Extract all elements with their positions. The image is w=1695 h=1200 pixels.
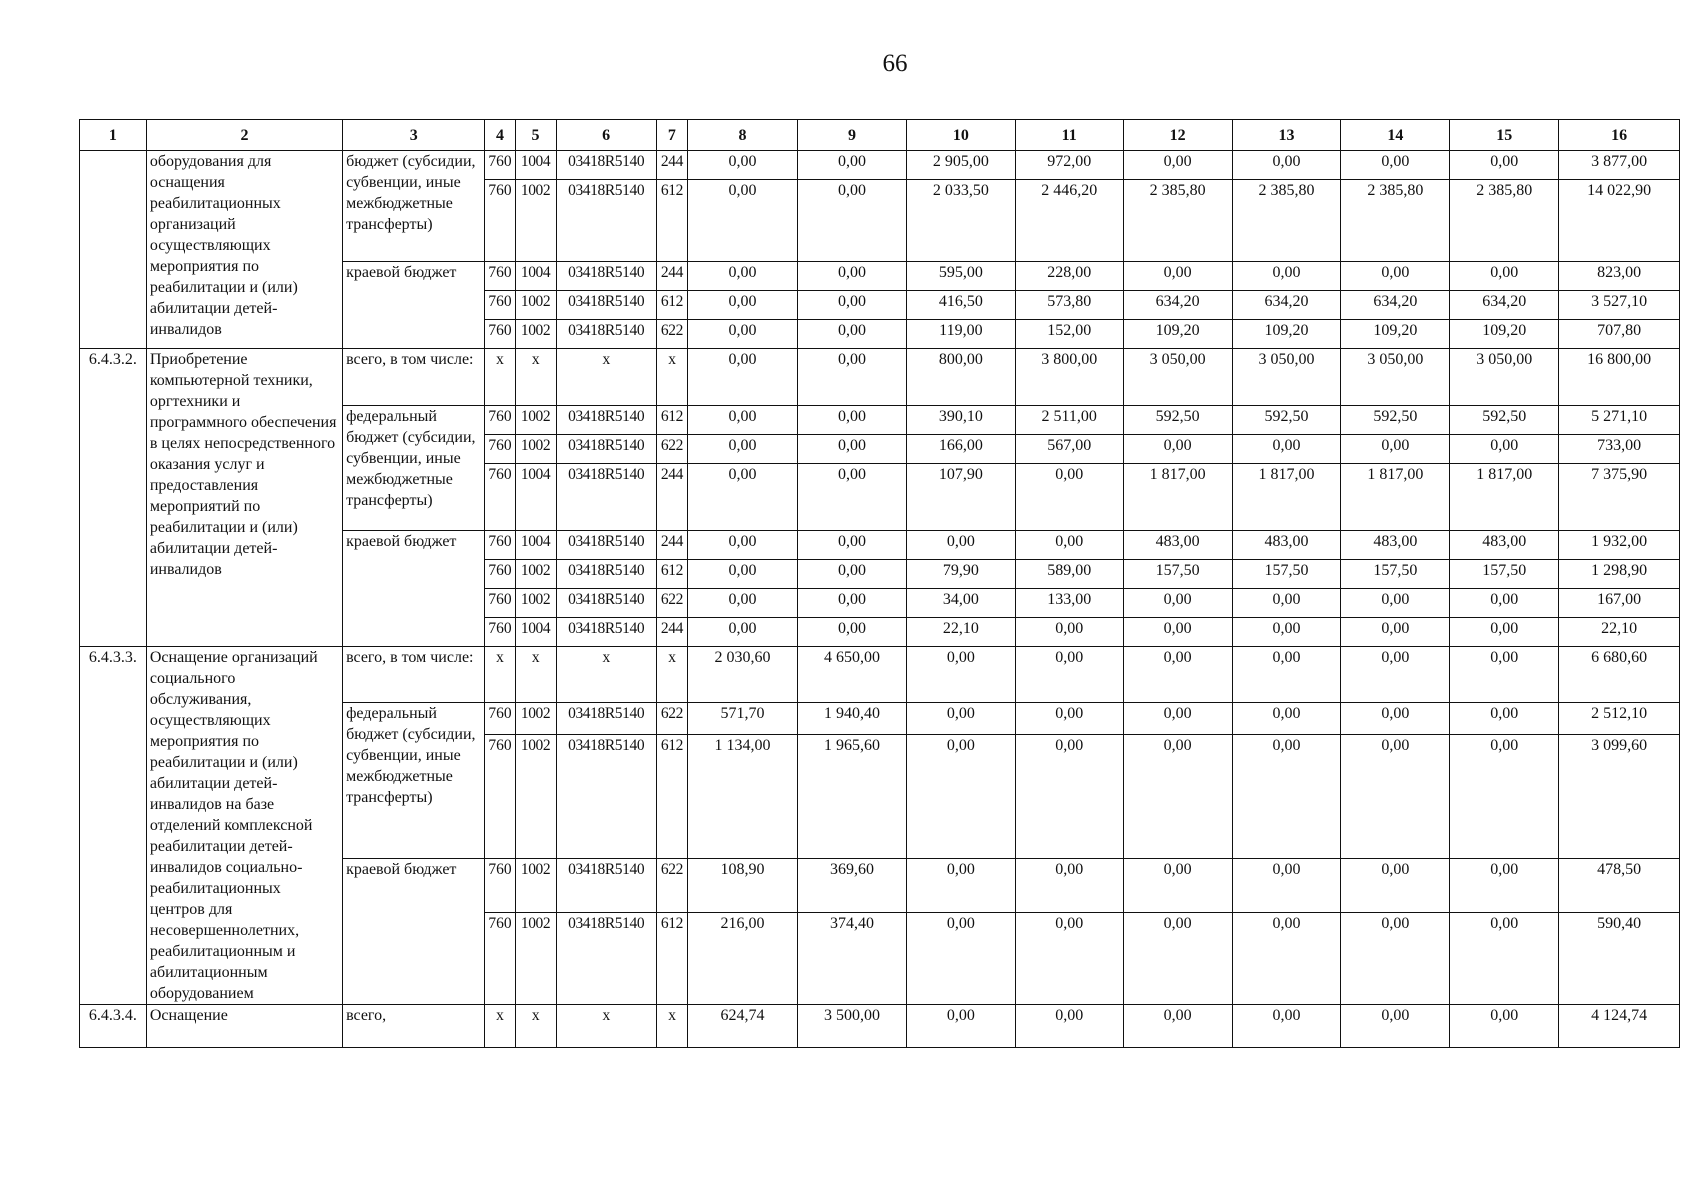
cell: 3 800,00	[1015, 349, 1123, 406]
cell: 0,00	[1450, 858, 1559, 913]
cell: 3 099,60	[1559, 734, 1680, 858]
cell: 0,00	[688, 291, 798, 320]
cell: 0,00	[1232, 858, 1341, 913]
cell: 167,00	[1559, 589, 1680, 618]
item-name: Оснащение	[146, 1005, 342, 1048]
cell: 0,00	[1123, 1005, 1232, 1048]
cell: 1002	[515, 291, 556, 320]
cell: 0,00	[798, 291, 907, 320]
cell: 612	[656, 406, 687, 435]
cell: 483,00	[1123, 531, 1232, 560]
cell: 0,00	[688, 464, 798, 531]
column-header: 8	[688, 120, 798, 151]
cell: 109,20	[1341, 320, 1450, 349]
cell: 0,00	[798, 262, 907, 291]
cell: 1004	[515, 531, 556, 560]
cell: 0,00	[688, 435, 798, 464]
cell: 1002	[515, 913, 556, 1005]
cell: 109,20	[1232, 320, 1341, 349]
item-name: Оснащение организаций социального обслуживания, осуществляющих мероприятия по реабилитации и (или) абилитации детей-инвалидов на базе отделений комплексной реабилитации детей-инвалидов социально-реабилитационных центров для несовершеннолетних, реабилитационным и абилитационным оборудованием	[146, 647, 342, 1005]
cell: 03418R5140	[556, 464, 656, 531]
cell: х	[515, 647, 556, 703]
cell: 573,80	[1015, 291, 1123, 320]
cell: 03418R5140	[556, 180, 656, 262]
cell: 760	[485, 435, 515, 464]
cell: 483,00	[1450, 531, 1559, 560]
cell: 157,50	[1341, 560, 1450, 589]
cell: 03418R5140	[556, 406, 656, 435]
cell: 157,50	[1450, 560, 1559, 589]
cell: х	[485, 647, 515, 703]
cell: 0,00	[1450, 703, 1559, 735]
cell: 624,74	[688, 1005, 798, 1048]
cell: 03418R5140	[556, 589, 656, 618]
cell: 216,00	[688, 913, 798, 1005]
cell: 34,00	[906, 589, 1015, 618]
column-header: 14	[1341, 120, 1450, 151]
cell: х	[515, 349, 556, 406]
budget-table	[79, 119, 1680, 1048]
cell: 1 134,00	[688, 734, 798, 858]
cell: 760	[485, 531, 515, 560]
cell: 4 650,00	[798, 647, 907, 703]
cell: 0,00	[1341, 1005, 1450, 1048]
cell: 1002	[515, 858, 556, 913]
cell: 3 050,00	[1123, 349, 1232, 406]
cell: х	[556, 349, 656, 406]
cell: 03418R5140	[556, 560, 656, 589]
cell: 0,00	[1341, 913, 1450, 1005]
cell: 760	[485, 151, 515, 180]
cell: 2 385,80	[1450, 180, 1559, 262]
item-number: 6.4.3.3.	[80, 647, 147, 1005]
column-header: 15	[1450, 120, 1559, 151]
column-header: 3	[343, 120, 485, 151]
cell: 0,00	[688, 618, 798, 647]
cell: 03418R5140	[556, 151, 656, 180]
cell: 244	[656, 151, 687, 180]
cell: 823,00	[1559, 262, 1680, 291]
cell: 0,00	[798, 180, 907, 262]
cell: 592,50	[1232, 406, 1341, 435]
header-row	[80, 120, 1680, 151]
cell: 244	[656, 618, 687, 647]
cell: 416,50	[906, 291, 1015, 320]
cell: 0,00	[1450, 151, 1559, 180]
cell: 0,00	[1015, 464, 1123, 531]
cell: 0,00	[1450, 734, 1559, 858]
cell: 1 817,00	[1341, 464, 1450, 531]
cell: 622	[656, 858, 687, 913]
cell: 16 800,00	[1559, 349, 1680, 406]
funding-source: бюджет (субсидии, субвенции, иные межбюджетные трансферты)	[343, 151, 485, 262]
cell: 0,00	[1232, 435, 1341, 464]
cell: 0,00	[1450, 913, 1559, 1005]
item-number: 6.4.3.4.	[80, 1005, 147, 1048]
cell: 634,20	[1341, 291, 1450, 320]
cell: 760	[485, 560, 515, 589]
cell: 0,00	[1450, 435, 1559, 464]
cell: 244	[656, 531, 687, 560]
cell: 0,00	[1123, 435, 1232, 464]
cell: 0,00	[1015, 647, 1123, 703]
cell: 0,00	[906, 647, 1015, 703]
cell: х	[656, 647, 687, 703]
cell: 1002	[515, 703, 556, 735]
cell: 0,00	[1232, 262, 1341, 291]
cell: 612	[656, 560, 687, 589]
column-header: 9	[798, 120, 907, 151]
cell: 5 271,10	[1559, 406, 1680, 435]
cell: 79,90	[906, 560, 1015, 589]
cell: 1004	[515, 151, 556, 180]
cell: 7 375,90	[1559, 464, 1680, 531]
column-header: 12	[1123, 120, 1232, 151]
column-header: 7	[656, 120, 687, 151]
cell: 2 385,80	[1123, 180, 1232, 262]
table-row	[80, 647, 1680, 703]
cell: 2 385,80	[1341, 180, 1450, 262]
cell: х	[556, 647, 656, 703]
cell: 0,00	[688, 151, 798, 180]
cell: 228,00	[1015, 262, 1123, 291]
column-header: 6	[556, 120, 656, 151]
cell: 0,00	[688, 589, 798, 618]
cell: 0,00	[688, 349, 798, 406]
cell: 244	[656, 262, 687, 291]
cell: 03418R5140	[556, 291, 656, 320]
cell: 03418R5140	[556, 618, 656, 647]
cell: 0,00	[1123, 618, 1232, 647]
cell: 109,20	[1450, 320, 1559, 349]
cell: 800,00	[906, 349, 1015, 406]
cell: 0,00	[1341, 647, 1450, 703]
cell: 0,00	[906, 1005, 1015, 1048]
cell: 483,00	[1232, 531, 1341, 560]
cell: 1002	[515, 320, 556, 349]
item-number	[80, 151, 147, 349]
cell: 2 030,60	[688, 647, 798, 703]
funding-source: краевой бюджет	[343, 858, 485, 1005]
cell: 0,00	[1123, 734, 1232, 858]
cell: 0,00	[1450, 589, 1559, 618]
table-row	[80, 151, 1680, 180]
cell: 03418R5140	[556, 320, 656, 349]
cell: 0,00	[1232, 1005, 1341, 1048]
cell: 0,00	[1123, 262, 1232, 291]
cell: 634,20	[1123, 291, 1232, 320]
cell: 612	[656, 180, 687, 262]
cell: 0,00	[1232, 589, 1341, 618]
cell: 0,00	[1232, 703, 1341, 735]
cell: 1002	[515, 435, 556, 464]
funding-source: всего,	[343, 1005, 485, 1048]
cell: 760	[485, 180, 515, 262]
cell: 1004	[515, 618, 556, 647]
cell: 374,40	[798, 913, 907, 1005]
cell: 2 905,00	[906, 151, 1015, 180]
cell: 760	[485, 734, 515, 858]
cell: 0,00	[798, 560, 907, 589]
cell: 2 446,20	[1015, 180, 1123, 262]
cell: 760	[485, 262, 515, 291]
cell: 0,00	[1232, 734, 1341, 858]
cell: 760	[485, 589, 515, 618]
cell: 3 527,10	[1559, 291, 1680, 320]
cell: 0,00	[798, 589, 907, 618]
cell: 2 511,00	[1015, 406, 1123, 435]
cell: 0,00	[798, 349, 907, 406]
cell: 733,00	[1559, 435, 1680, 464]
cell: 133,00	[1015, 589, 1123, 618]
cell: 3 050,00	[1341, 349, 1450, 406]
cell: 0,00	[1015, 734, 1123, 858]
cell: 478,50	[1559, 858, 1680, 913]
column-header: 2	[146, 120, 342, 151]
cell: 590,40	[1559, 913, 1680, 1005]
cell: 760	[485, 618, 515, 647]
cell: 390,10	[906, 406, 1015, 435]
cell: 592,50	[1341, 406, 1450, 435]
cell: 22,10	[906, 618, 1015, 647]
cell: 612	[656, 734, 687, 858]
cell: 1 817,00	[1232, 464, 1341, 531]
cell: 157,50	[1123, 560, 1232, 589]
cell: 483,00	[1341, 531, 1450, 560]
cell: х	[485, 1005, 515, 1048]
cell: 571,70	[688, 703, 798, 735]
cell: 2 033,50	[906, 180, 1015, 262]
cell: 760	[485, 703, 515, 735]
table-row	[80, 349, 1680, 406]
cell: 03418R5140	[556, 262, 656, 291]
cell: 03418R5140	[556, 734, 656, 858]
cell: х	[485, 349, 515, 406]
cell: 622	[656, 435, 687, 464]
cell: 634,20	[1450, 291, 1559, 320]
cell: 1002	[515, 589, 556, 618]
cell: 622	[656, 703, 687, 735]
cell: 760	[485, 913, 515, 1005]
cell: 0,00	[1341, 589, 1450, 618]
cell: 634,20	[1232, 291, 1341, 320]
cell: х	[556, 1005, 656, 1048]
cell: 592,50	[1123, 406, 1232, 435]
cell: 612	[656, 291, 687, 320]
cell: 0,00	[906, 531, 1015, 560]
cell: 0,00	[1341, 435, 1450, 464]
cell: 0,00	[1232, 647, 1341, 703]
cell: 0,00	[798, 531, 907, 560]
cell: 595,00	[906, 262, 1015, 291]
cell: 0,00	[906, 913, 1015, 1005]
cell: 1 940,40	[798, 703, 907, 735]
cell: 03418R5140	[556, 703, 656, 735]
cell: 0,00	[1123, 647, 1232, 703]
column-header: 1	[80, 120, 147, 151]
funding-source: федеральный бюджет (субсидии, субвенции, иные межбюджетные трансферты)	[343, 703, 485, 859]
cell: 0,00	[906, 734, 1015, 858]
cell: 0,00	[1341, 858, 1450, 913]
cell: 0,00	[688, 262, 798, 291]
cell: 0,00	[1341, 734, 1450, 858]
cell: 707,80	[1559, 320, 1680, 349]
cell: 0,00	[1123, 858, 1232, 913]
cell: 3 050,00	[1232, 349, 1341, 406]
cell: 0,00	[1341, 262, 1450, 291]
cell: 592,50	[1450, 406, 1559, 435]
cell: 4 124,74	[1559, 1005, 1680, 1048]
cell: 1 965,60	[798, 734, 907, 858]
cell: 1 298,90	[1559, 560, 1680, 589]
cell: 03418R5140	[556, 531, 656, 560]
cell: 0,00	[798, 320, 907, 349]
cell: 0,00	[1015, 913, 1123, 1005]
cell: 0,00	[1015, 531, 1123, 560]
cell: 0,00	[1123, 589, 1232, 618]
cell: 589,00	[1015, 560, 1123, 589]
cell: 0,00	[906, 703, 1015, 735]
funding-source: краевой бюджет	[343, 262, 485, 349]
cell: 760	[485, 464, 515, 531]
cell: 0,00	[798, 618, 907, 647]
cell: 1002	[515, 406, 556, 435]
cell: 0,00	[798, 406, 907, 435]
cell: 0,00	[1015, 1005, 1123, 1048]
cell: 0,00	[906, 858, 1015, 913]
cell: 03418R5140	[556, 913, 656, 1005]
column-header: 11	[1015, 120, 1123, 151]
item-name: Приобретение компьютерной техники, оргтехники и программного обеспечения в целях непосредственного оказания услуг и предоставления мероприятий по реабилитации и (или) абилитации детей-инвалидов	[146, 349, 342, 647]
cell: 622	[656, 589, 687, 618]
cell: 1002	[515, 180, 556, 262]
cell: 0,00	[1450, 262, 1559, 291]
cell: 244	[656, 464, 687, 531]
page-number: 66	[882, 50, 908, 77]
cell: 0,00	[1450, 647, 1559, 703]
cell: 0,00	[1123, 151, 1232, 180]
cell: 109,20	[1123, 320, 1232, 349]
cell: 0,00	[1232, 913, 1341, 1005]
cell: 2 512,10	[1559, 703, 1680, 735]
cell: 1 932,00	[1559, 531, 1680, 560]
cell: 0,00	[1232, 618, 1341, 647]
cell: х	[515, 1005, 556, 1048]
funding-source: федеральный бюджет (субсидии, субвенции, иные межбюджетные трансферты)	[343, 406, 485, 531]
column-header: 4	[485, 120, 515, 151]
item-name: оборудования для оснащения реабилитационных организаций осуществляющих мероприятия по реабилитации и (или) абилитации детей-инвалидов	[146, 151, 342, 349]
cell: 0,00	[798, 151, 907, 180]
cell: 157,50	[1232, 560, 1341, 589]
cell: 1 817,00	[1123, 464, 1232, 531]
cell: 3 050,00	[1450, 349, 1559, 406]
cell: 0,00	[798, 435, 907, 464]
cell: 0,00	[688, 320, 798, 349]
cell: 760	[485, 406, 515, 435]
cell: 0,00	[1450, 1005, 1559, 1048]
cell: 0,00	[688, 406, 798, 435]
cell: 612	[656, 913, 687, 1005]
cell: 2 385,80	[1232, 180, 1341, 262]
cell: 108,90	[688, 858, 798, 913]
column-header: 16	[1559, 120, 1680, 151]
cell: 03418R5140	[556, 435, 656, 464]
cell: 0,00	[1123, 703, 1232, 735]
cell: 760	[485, 858, 515, 913]
cell: 0,00	[1015, 703, 1123, 735]
cell: 3 877,00	[1559, 151, 1680, 180]
cell: 0,00	[1015, 618, 1123, 647]
cell: 0,00	[1232, 151, 1341, 180]
cell: 0,00	[1341, 618, 1450, 647]
cell: 0,00	[798, 464, 907, 531]
cell: 0,00	[688, 560, 798, 589]
cell: 152,00	[1015, 320, 1123, 349]
cell: 1002	[515, 734, 556, 858]
cell: 0,00	[1341, 703, 1450, 735]
table-row	[80, 1005, 1680, 1048]
cell: 622	[656, 320, 687, 349]
cell: 0,00	[688, 531, 798, 560]
cell: 0,00	[1015, 858, 1123, 913]
cell: 22,10	[1559, 618, 1680, 647]
cell: 6 680,60	[1559, 647, 1680, 703]
cell: 567,00	[1015, 435, 1123, 464]
cell: 1004	[515, 464, 556, 531]
column-header: 13	[1232, 120, 1341, 151]
cell: 119,00	[906, 320, 1015, 349]
cell: х	[656, 1005, 687, 1048]
column-header: 10	[906, 120, 1015, 151]
funding-source: краевой бюджет	[343, 531, 485, 647]
item-number: 6.4.3.2.	[80, 349, 147, 647]
cell: 760	[485, 291, 515, 320]
funding-source: всего, в том числе:	[343, 349, 485, 406]
cell: 166,00	[906, 435, 1015, 464]
cell: 107,90	[906, 464, 1015, 531]
cell: 0,00	[1341, 151, 1450, 180]
cell: 1004	[515, 262, 556, 291]
cell: 3 500,00	[798, 1005, 907, 1048]
cell: 0,00	[1450, 618, 1559, 647]
cell: 1 817,00	[1450, 464, 1559, 531]
cell: х	[656, 349, 687, 406]
cell: 1002	[515, 560, 556, 589]
cell: 0,00	[688, 180, 798, 262]
cell: 760	[485, 320, 515, 349]
cell: 14 022,90	[1559, 180, 1680, 262]
cell: 0,00	[1123, 913, 1232, 1005]
cell: 972,00	[1015, 151, 1123, 180]
funding-source: всего, в том числе:	[343, 647, 485, 703]
cell: 369,60	[798, 858, 907, 913]
column-header: 5	[515, 120, 556, 151]
cell: 03418R5140	[556, 858, 656, 913]
